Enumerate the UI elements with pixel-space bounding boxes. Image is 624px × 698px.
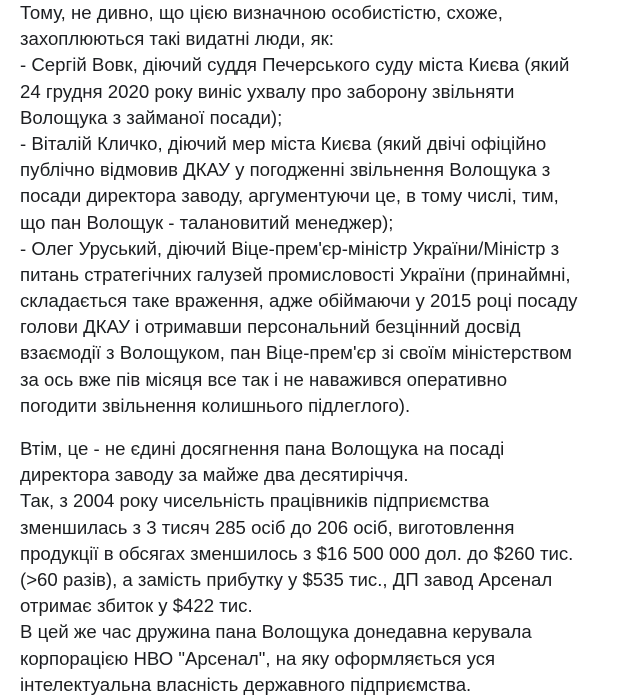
text-line: директора заводу за майже два десятиріччя. <box>20 464 409 486</box>
text-line: публічно відмовив ДКАУ у погодженні звільнення Волощука з <box>20 159 551 181</box>
text-line: корпорацією НВО "Арсенал", на яку оформляється уся <box>20 647 496 669</box>
text-line: - Сергій Вовк, діючий суддя Печерського суду міста Києва (який <box>20 54 570 76</box>
text-line: В цей же час дружина пана Волощука донедавна керувала <box>20 621 532 643</box>
text-line: - Олег Уруський, діючий Віце-прем'єр-міністр України/Міністр з <box>20 237 560 259</box>
paragraph-2 <box>20 436 620 698</box>
text-line: складається таке враження, адже обіймаючи у 2015 році посаду <box>20 290 578 312</box>
text-line: зменшилась з 3 тисяч 285 осіб до 206 осіб, виготовлення <box>20 516 515 538</box>
paragraph-gap <box>20 419 620 436</box>
post-text <box>20 0 620 698</box>
text-line: посади директора заводу, аргументуючи це, в тому числі, тим, <box>20 185 559 207</box>
text-line: взаємодії з Волощуком, пан Віце-прем'єр зі своїм міністерством <box>20 342 572 364</box>
text-line: інтелектуальна власність державного підприємства. <box>20 673 472 695</box>
paragraph-1 <box>20 0 620 419</box>
text-line: - Віталій Кличко, діючий мер міста Києва (який двічі офіційно <box>20 132 547 154</box>
text-line: продукції в обсягах зменшилось з $16 500 000 дол. до $260 тис. <box>20 542 574 564</box>
text-line: Тому, не дивно, що цією визначною особистістю, схоже, <box>20 2 503 23</box>
text-line: голови ДКАУ і отримавши персональний безцінний досвід <box>20 316 521 338</box>
text-line: отримає збиток у $422 тис. <box>20 595 253 617</box>
text-line: Так, з 2004 року чисельність працівників підприємства <box>20 490 490 512</box>
text-line: захоплюються такі видатні люди, як: <box>20 28 334 50</box>
text-line: що пан Волощук - талановитий менеджер); <box>20 211 394 233</box>
text-line: Волощука з займаної посади); <box>20 106 283 128</box>
text-line: Втім, це - не єдині досягнення пана Волощука на посаді <box>20 438 505 459</box>
text-line: 24 грудня 2020 року виніс ухвалу про заборону звільняти <box>20 80 515 102</box>
text-line: за ось вже пів місяця все так і не наважився оперативно <box>20 368 508 390</box>
text-line: погодити звільнення колишнього підлеглого). <box>20 394 411 416</box>
text-line: питань стратегічних галузей промисловості України (принаймні, <box>20 263 571 285</box>
text-line: (>60 разів), а замість прибутку у $535 тис., ДП завод Арсенал <box>20 568 553 590</box>
